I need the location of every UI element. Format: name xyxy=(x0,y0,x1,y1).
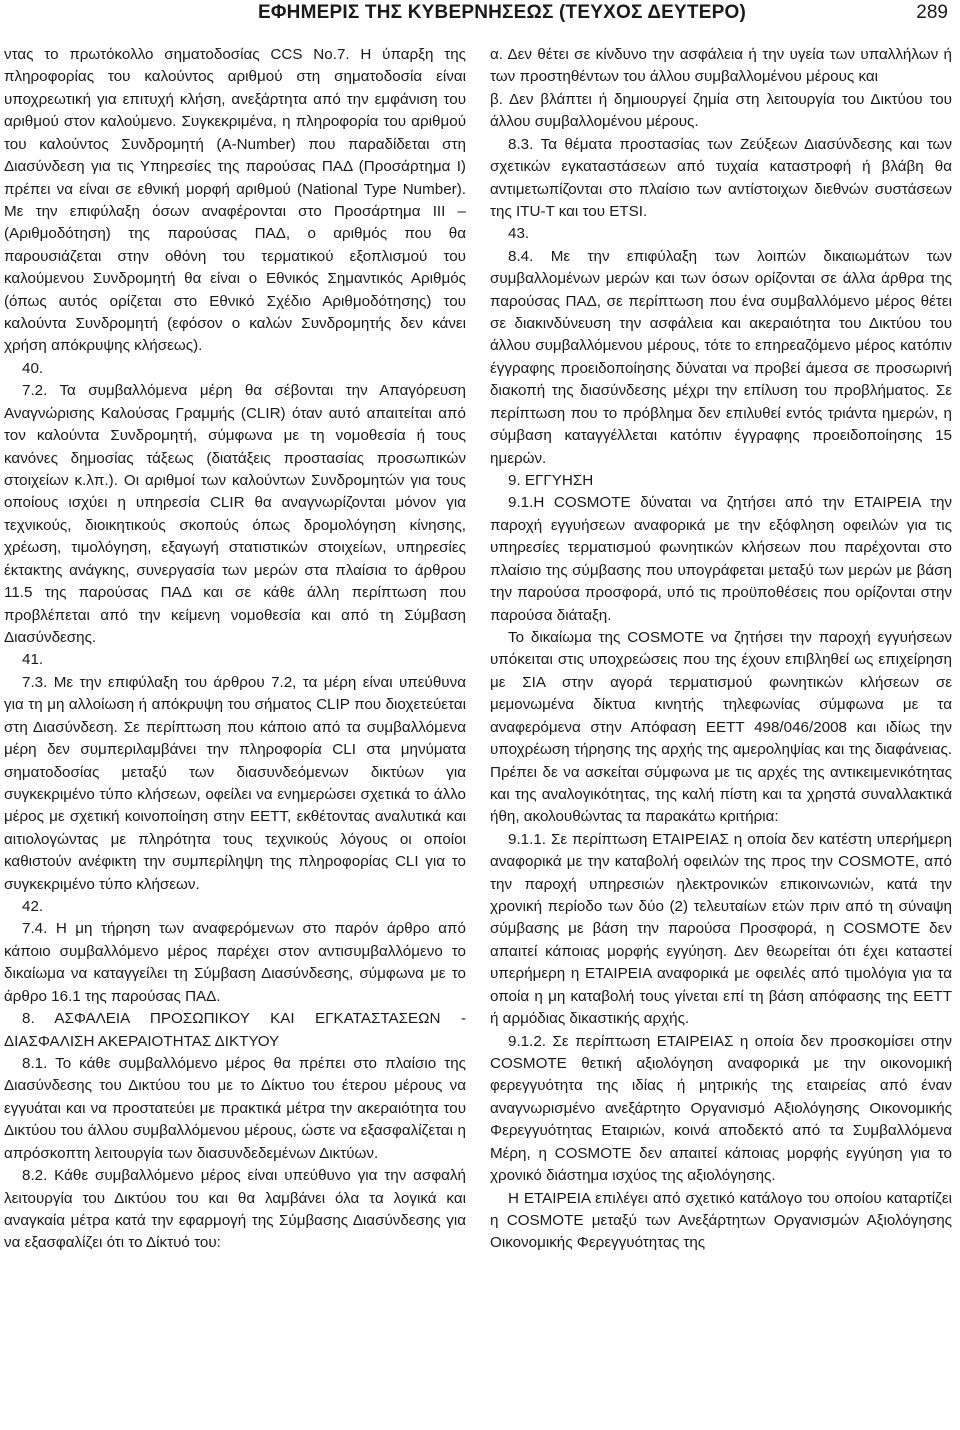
paragraph: 8.3. Τα θέματα προστασίας των Ζεύξεων Διασύνδεσης και των σχετικών εγκαταστάσεων από τυχαία καταστροφή ή βλάβη θα αντιμετωπίζονται στο πλαίσιο των αντίστοιχων διεθνών συστάσεων της ITU-T και του ETSI. xyxy=(490,135,952,220)
paragraph: 8.4. Με την επιφύλαξη των λοιπών δικαιωμάτων των συμβαλλομένων μερών και των όσων ορίζονται σε άλλα άρθρα της παρούσας ΠΑΔ, σε περίπτωση που ένα συμβαλλόμενο μέρος θέτει σε διακινδύνευση την ασφάλεια και ακεραιότητα του Δικτύου του άλλου συμβαλλόμενου μέρους, τότε το επηρεαζόμενο μέρος κατόπιν έγγραφης προειδοποίησης δύναται να προβεί άμεσα σε προσωρινή διακοπή της διασύνδεσης μέχρι την επίλυση του προβλήματος. Σε περίπτωση που το πρόβλημα δεν επιλυθεί εντός τριάντα ημερών, η σύμβαση καταγγέλλεται κατόπιν έγγραφης προειδοποίησης 15 ημερών. xyxy=(490,247,952,467)
list-item: α. Δεν θέτει σε κίνδυνο την ασφάλεια ή την υγεία των υπαλλήλων ή των προστηθέντων του άλλου συμβαλλομένου μέρους και xyxy=(490,46,952,86)
paragraph: 7.2. Τα συμβαλλόμενα μέρη θα σέβονται την Απαγόρευση Αναγνώρισης Καλούσας Γραμμής (CLIR) όταν αυτό απαιτείται από τον καλούντα Συνδρομητή, σύμφωνα με τη νομοθεσία ή τους κανόνες δημοσίας τάξεως (διατάξεις προστασίας προσωπικών στοιχείων κ.λπ.). Οι αριθμοί των καλούντων Συνδρομητών για τους οποίους ισχύει η υπηρεσία CLIR θα αναγνωρίζονται μόνον για τεχνικούς, διοικητικούς σκοπούς όπως δρομολόγηση κίνησης, χρέωση, τιμολόγηση, εξαγωγή στατιστικών στοιχείων, υπηρεσίες έκτακτης ανάγκης, συνεργασία των μερών στα πλαίσια το άρθρου 11.5 της παρούσας ΠΑΔ και σε κάθε άλλη περίπτωση που προβλέπεται από την κείμενη νομοθεσία και από τη Σύμβαση Διασύνδεσης. xyxy=(4,382,466,646)
section-heading: 8. ΑΣΦΑΛΕΙΑ ΠΡΟΣΩΠΙΚΟΥ ΚΑΙ ΕΓΚΑΤΑΣΤΑΣΕΩΝ - ΔΙΑΣΦΑΛΙΣΗ ΑΚΕΡΑΙΟΤΗΤΑΣ ΔΙΚΤΥΟΥ xyxy=(4,1010,466,1050)
page-header xyxy=(0,0,960,40)
clause-number: 40. xyxy=(22,359,44,377)
gazette-title: ΕΦΗΜΕΡΙΣ ΤΗΣ ΚΥΒΕΡΝΗΣΕΩΣ (ΤΕΥΧΟΣ ΔΕΥΤΕΡΟ) xyxy=(258,2,746,23)
paragraph: 9.1.Η COSMOTE δύναται να ζητήσει από την ΕΤΑΙΡΕΙΑ την παροχή εγγυήσεων αναφορικά με την εξόφληση οφειλών για τις υπηρεσίες τερματισμού φωνητικών κλήσεων που παρέχονται στο πλαίσιο της σύμβασης που υπογράφεται μεταξύ των μερών με βάση την παρούσα προσφορά, υπό τις προϋποθέσεις που ορίζονται στην παρούσα διάταξη. xyxy=(490,494,952,624)
right-column xyxy=(490,44,952,1255)
paragraph: 9.1.1. Σε περίπτωση ΕΤΑΙΡΕΙΑΣ η οποία δεν κατέστη υπερήμερη αναφορικά με την καταβολή οφειλών της προς την COSMOTE, από την παροχή υπηρεσιών ηλεκτρονικών επικοινωνιών, κατά την χρονική περίοδο των δύο (2) τελευταίων ετών πριν από τη σύναψη σύμβασης με βάση την παρούσα Προσφορά, η COSMOTE δεν απαιτεί κάποιας μορφής εγγύηση. Δεν θεωρείται ότι έχει καταστεί υπερήμερη η ΕΤΑΙΡΕΙΑ αναφορικά με οφειλές από τιμολόγια για τα οποία η μη καταβολή τους γίνεται επί τη βάση απόφασης της ΕΕΤΤ ή αρμόδιας δικαστικής αρχής. xyxy=(490,830,952,1028)
clause-number: 43. xyxy=(508,225,530,243)
paragraph: 8.1. Το κάθε συμβαλλόμενο μέρος θα πρέπει στο πλαίσιο της Διασύνδεσης του Δικτύου του με το Δίκτυο του έτερου μέρους να εγγυάται και να προστατεύει με πρακτικά μέτρα την ακεραιότητα του Δικτύου του άλλου συμβαλλόμενου μέρους, ώστε να εξασφαλίζεται η απρόσκοπτη λειτουργία των διασυνδεδεμένων Δικτύων. xyxy=(4,1054,466,1162)
section-heading: 9. ΕΓΓΥΗΣΗ xyxy=(508,472,594,490)
clause-number: 41. xyxy=(22,651,44,669)
paragraph: 9.1.2. Σε περίπτωση ΕΤΑΙΡΕΙΑΣ η οποία δεν προσκομίσει στην COSMOTE θετική αξιολόγηση αναφορικά με την οικονομική φερεγγυότητα της ιδίας ή μητρικής της εταιρείας από έναν αναγνωρισμένο ανεξάρτητο Οργανισμό Αξιολόγησης Οικονομικής Φερεγγυότητας Εταιριών, κοινά αποδεκτό από τα Συμβαλλόμενα Μέρη, η COSMOTE δεν απαιτεί κάποιας μορφής εγγύηση για το χρονικό διάστημα ισχύος της αξιολόγησης. xyxy=(490,1032,952,1185)
clause-number: 42. xyxy=(22,898,44,916)
list-item: β. Δεν βλάπτει ή δημιουργεί ζημία στη λειτουργία του Δικτύου του άλλου συμβαλλομένου μέρους. xyxy=(490,90,952,131)
left-column xyxy=(4,44,466,1255)
paragraph: 7.4. Η μη τήρηση των αναφερόμενων στο παρόν άρθρο από κάποιο συμβαλλόμενο μέρος παρέχει στον αντισυμβαλλόμενο το δικαίωμα να καταγγείλει τη Σύμβαση Διασύνδεσης, σύμφωνα με το άρθρο 16.1 της παρούσας ΠΑΔ. xyxy=(4,920,466,1005)
paragraph: ντας το πρωτόκολλο σηματοδοσίας CCS No.7. Η ύπαρξη της πληροφορίας του καλούντος αριθμού στη σηματοδοσία είναι υποχρεωτική για επιτυχή κλήση, ανεξάρτητα από την εμφάνιση του αριθμού στον καλούμενο. Συγκεκριμένα, η πληροφορία του αριθμού του καλούντος Συνδρομητή (A-Number) που παραδίδεται στη Διασύνδεση για τις Υπηρεσίες της παρούσας ΠΑΔ (Προσάρτημα I) πρέπει να είναι σε εθνική μορφή αριθμού (National Type Number). Με την επιφύλαξη όσων αναφέρονται στο Προσάρτημα III – (Αριθμοδότηση) της παρούσας ΠΑΔ, ο αριθμός που θα παρουσιάζεται στην οθόνη του τερματικού εξοπλισμού του καλούμενου Συνδρομητή θα είναι ο Εθνικός Σημαντικός Αριθμός (όπως αυτός ορίζεται στο Εθνικό Σχέδιο Αριθμοδότησης) του καλούντα Συνδρομητή (εφόσον ο καλών Συνδρομητής δεν κάνει χρήση απόκρυψης κλήσεως). xyxy=(4,46,466,355)
paragraph: 7.3. Με την επιφύλαξη του άρθρου 7.2, τα μέρη είναι υπεύθυνα για τη μη αλλοίωση ή απόκρυψη του σήματος CLIP που διοχετεύεται στη Διασύνδεση. Σε περίπτωση που κάποιο από τα συμβαλλόμενα μέρη δεν συμπεριλαμβάνει την πληροφορία CLI στα μηνύματα σηματοδοσίας μεταξύ των διασυνδεόμενων δικτύων για συγκεκριμένο τύπο κλήσεων, οφείλει να ενημερώσει σχετικά το άλλο μέρος με σχετική κοινοποίηση στην ΕΕΤΤ, εκθέτοντας αναλυτικά και αιτιολογώντας με πληρότητα τους τεχνικούς λόγους οι οποίοι καθιστούν ανέφικτη την συμπερίληψη της πληροφορίας CLI για το συγκεκριμένο τύπο κλήσεων. xyxy=(4,673,466,893)
paragraph: Το δικαίωμα της COSMOTE να ζητήσει την παροχή εγγυήσεων υπόκειται στις υποχρεώσεις που της έχουν επιβληθεί ως επιχείρηση με ΣΙΑ στην αγορά τερματισμού φωνητικών κλήσεων σε μεμονωμένα δίκτυα κινητής τηλεφωνίας σύμφωνα με τα αναφερόμενα στην Απόφαση ΕΕΤΤ 498/046/2008 και ιδίως την υποχρέωση τήρησης της αρχής της αμεροληψίας και της διαφάνειας. Πρέπει δε να ασκείται σύμφωνα με τις αρχές της αντικειμενικότητας και της αναλογικότητας, της καλή πίστη και τα χρηστά συναλλακτικά ήθη, ακολουθώντας τα παρακάτω κριτήρια: xyxy=(490,628,952,826)
paragraph: 8.2. Κάθε συμβαλλόμενο μέρος είναι υπεύθυνο για την ασφαλή λειτουργία του Δικτύου του και θα λαμβάνει όλα τα λογικά και αναγκαία μέτρα κατά την εφαρμογή της Σύμβασης Διασύνδεσης για να εξασφαλίζει ότι το Δίκτυό του: xyxy=(4,1167,466,1252)
page-number: 289 xyxy=(916,2,948,23)
paragraph: Η ΕΤΑΙΡΕΙΑ επιλέγει από σχετικό κατάλογο του οποίου καταρτίζει η COSMOTE μεταξύ των Ανεξάρτητων Οργανισμών Αξιολόγησης Οικονομικής Φερεγγυότητας της xyxy=(490,1189,952,1252)
